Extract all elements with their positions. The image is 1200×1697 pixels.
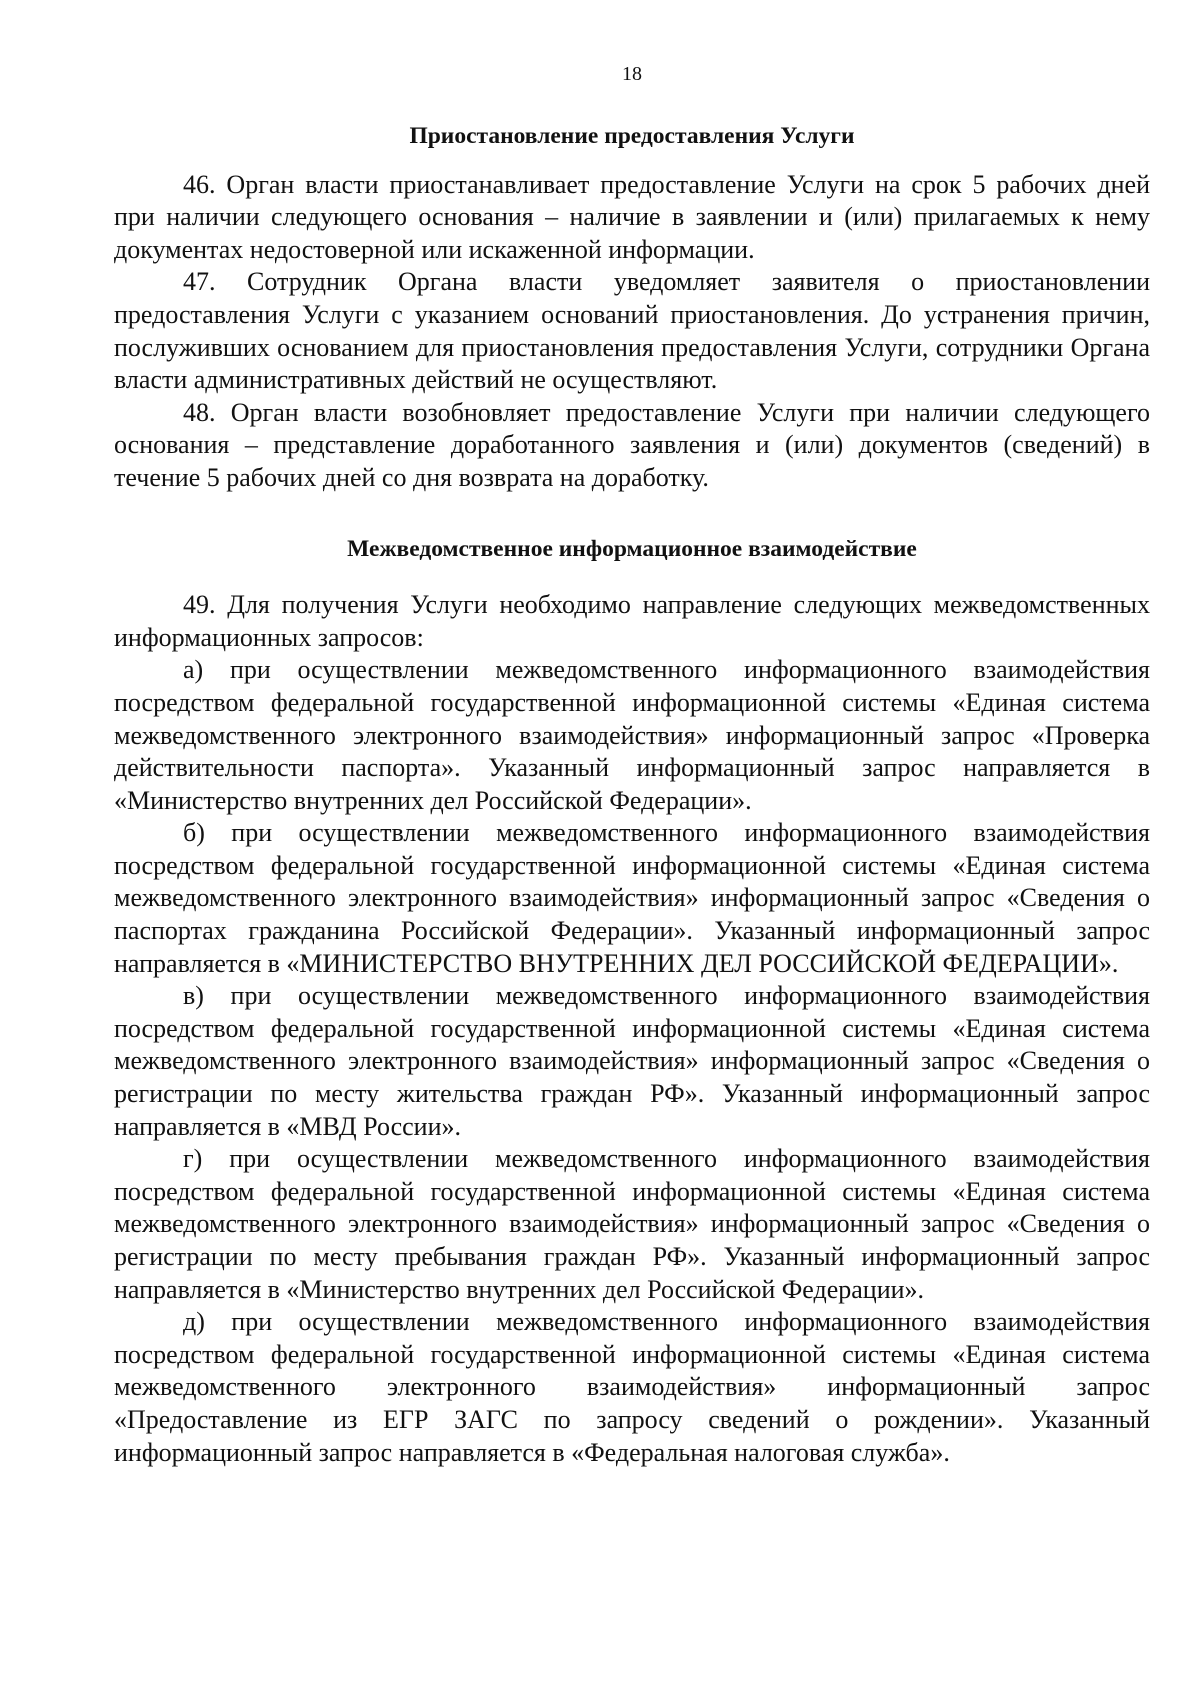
paragraph-48: 48. Орган власти возобновляет предоставление Услуги при наличии следующего основания – представление доработанного заявления и (или) документов (сведений) в течение 5 рабочих дней со дня возврата на доработку. (114, 397, 1150, 492)
paragraph-49: 49. Для получения Услуги необходимо направление следующих межведомственных информационных запросов: (114, 590, 1150, 652)
paragraph-46: 46. Орган власти приостанавливает предоставление Услуги на срок 5 рабочих дней при наличии следующего основания – наличие в заявлении и (или) прилагаемых к нему документах недостоверной или искаженной информации. (114, 169, 1150, 264)
page-number: 18 (622, 63, 642, 85)
document-page (114, 62, 1150, 1469)
paragraph-49-g: г) при осуществлении межведомственного информационного взаимодействия посредством федеральной государственной информационной системы «Единая система межведомственного электронного взаимодействия» информационный запрос «Сведения о регистрации по месту пребывания граждан РФ». Указанный информационный запрос направляется в «Министерство внутренних дел Российской Федерации». (114, 1144, 1150, 1304)
paragraph-49-v: в) при осуществлении межведомственного информационного взаимодействия посредством федеральной государственной информационной системы «Единая система межведомственного электронного взаимодействия» информационный запрос «Сведения о регистрации по месту жительства граждан РФ». Указанный информационный запрос направляется в «МВД России». (114, 981, 1150, 1141)
section-title-interagency: Межведомственное информационное взаимодействие (347, 535, 917, 562)
paragraph-49-d: д) при осуществлении межведомственного информационного взаимодействия посредством федеральной государственной информационной системы «Единая система межведомственного электронного взаимодействия» информационный запрос «Предоставление из ЕГР ЗАГС по запросу сведений о рождении». Указанный информационный запрос направляется в «Федеральная налоговая служба». (114, 1307, 1150, 1467)
paragraph-49-b: б) при осуществлении межведомственного информационного взаимодействия посредством федеральной государственной информационной системы «Единая система межведомственного электронного взаимодействия» информационный запрос «Сведения о паспортах гражданина Российской Федерации». Указанный информационный запрос направляется в «МИНИСТЕРСТВО ВНУТРЕННИХ ДЕЛ РОССИЙСКОЙ ФЕДЕРАЦИИ». (114, 818, 1150, 978)
paragraph-49-a: а) при осуществлении межведомственного информационного взаимодействия посредством федеральной государственной информационной системы «Единая система межведомственного электронного взаимодействия» информационный запрос «Проверка действительности паспорта». Указанный информационный запрос направляется в «Министерство внутренних дел Российской Федерации». (114, 655, 1150, 815)
section-title-suspension: Приостановление предоставления Услуги (409, 123, 855, 149)
paragraph-47: 47. Сотрудник Органа власти уведомляет заявителя о приостановлении предоставления Услуги с указанием оснований приостановления. До устранения причин, послуживших основанием для приостановления предоставления Услуги, сотрудники Органа власти административных действий не осуществляют. (114, 267, 1150, 395)
